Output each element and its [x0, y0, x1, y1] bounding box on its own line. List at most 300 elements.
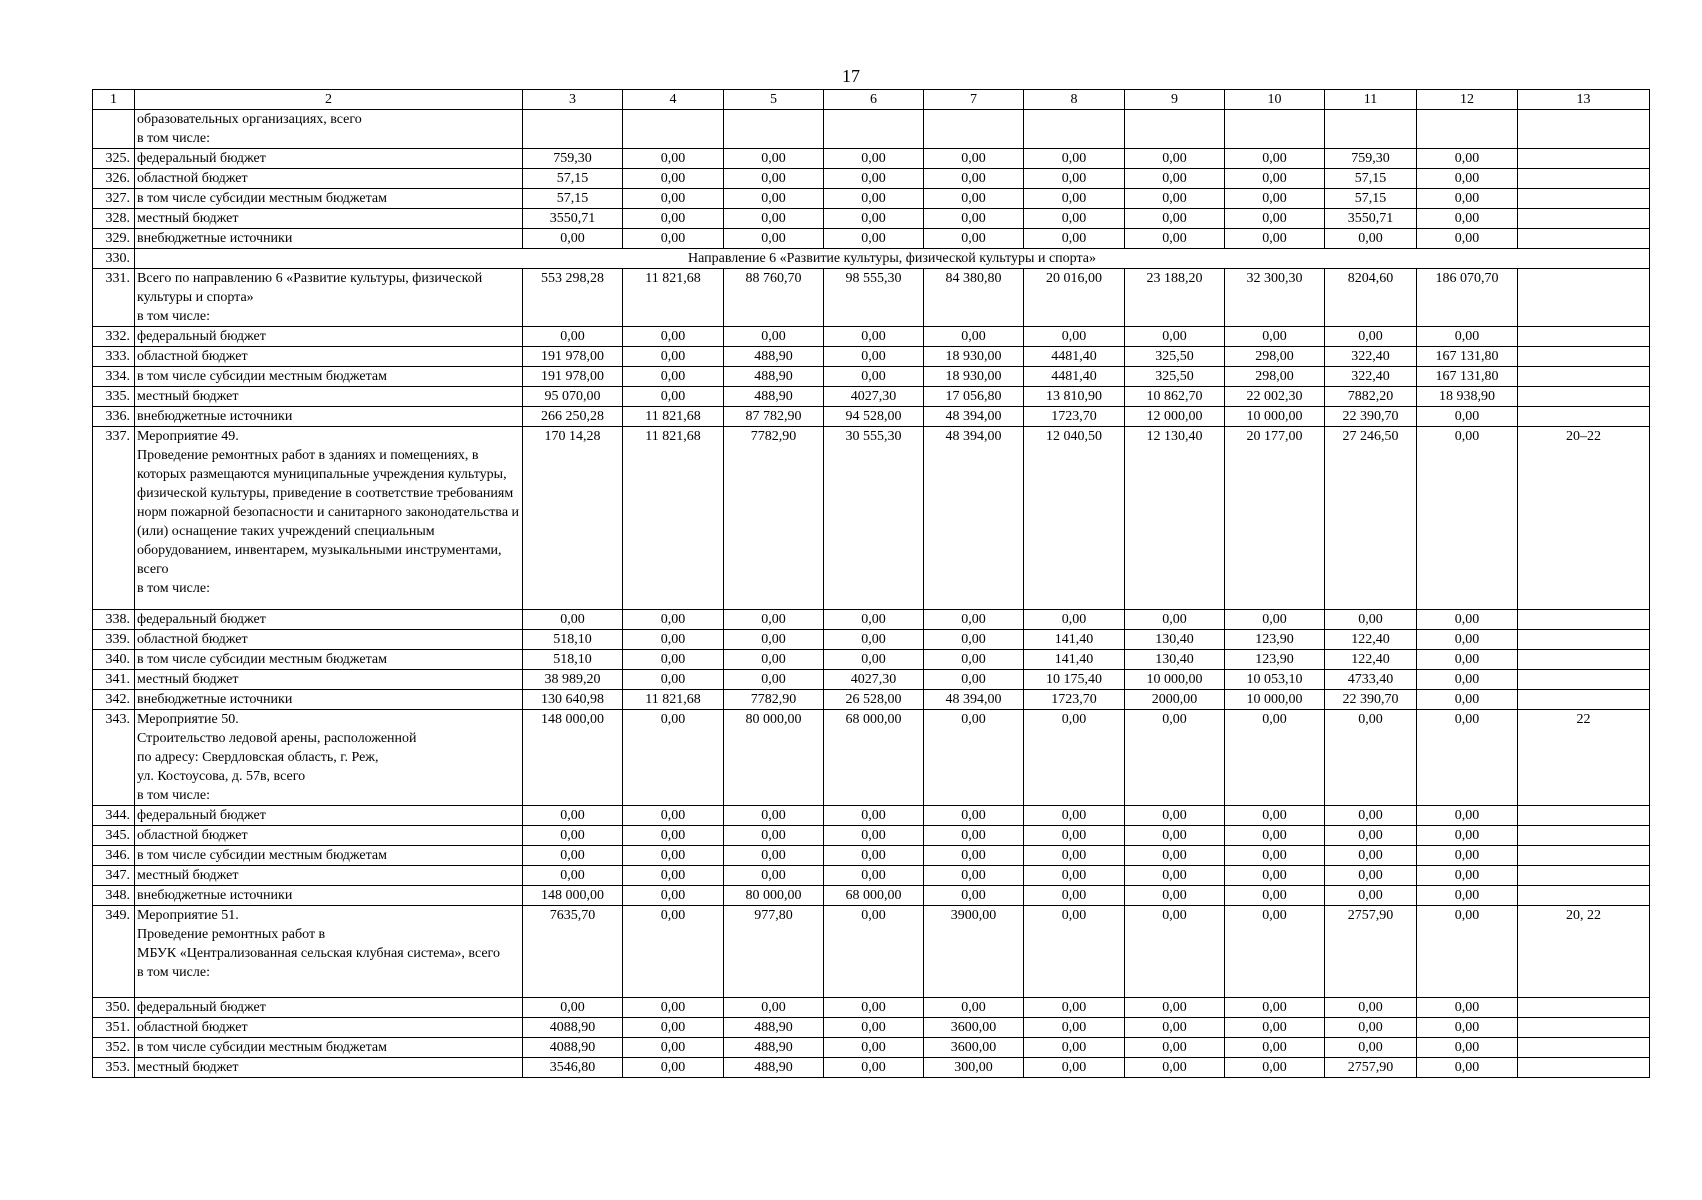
value-cell-col-12: 0,00 [1417, 670, 1518, 690]
target-cell [1518, 269, 1650, 327]
target-cell [1518, 229, 1650, 249]
value-cell-col-5: 0,00 [724, 229, 824, 249]
value-cell-col-8 [1024, 110, 1125, 149]
value-cell-col-9: 0,00 [1125, 610, 1225, 630]
value-cell-col-5: 488,90 [724, 1018, 824, 1038]
row-number: 328. [93, 209, 135, 229]
value-cell-col-4: 11 821,68 [623, 690, 724, 710]
table-row [93, 149, 1650, 169]
table-body [93, 90, 1650, 1078]
column-header-8: 8 [1024, 90, 1125, 110]
value-cell-col-8: 0,00 [1024, 149, 1125, 169]
value-cell-col-4: 0,00 [623, 906, 724, 998]
value-cell-col-7: 17 056,80 [924, 387, 1024, 407]
value-cell-col-10: 0,00 [1225, 189, 1325, 209]
value-cell-col-8: 0,00 [1024, 169, 1125, 189]
row-name: местный бюджет [135, 1058, 523, 1078]
column-header-12: 12 [1417, 90, 1518, 110]
value-cell-col-7: 84 380,80 [924, 269, 1024, 327]
value-cell-col-8: 0,00 [1024, 886, 1125, 906]
row-number: 337. [93, 427, 135, 610]
value-cell-col-7: 0,00 [924, 650, 1024, 670]
value-cell-col-5: 0,00 [724, 670, 824, 690]
value-cell-col-10: 0,00 [1225, 149, 1325, 169]
row-name: Мероприятие 50. Строительство ледовой арены, расположенной по адресу: Свердловская область, г. Реж, ул. Костоусова, д. 57в, всего в том числе: [135, 710, 523, 806]
value-cell-col-4: 0,00 [623, 387, 724, 407]
value-cell-col-9: 0,00 [1125, 806, 1225, 826]
target-cell [1518, 387, 1650, 407]
value-cell-col-3: 518,10 [523, 630, 623, 650]
column-header-2: 2 [135, 90, 523, 110]
value-cell-col-4: 0,00 [623, 209, 724, 229]
value-cell-col-9: 0,00 [1125, 1038, 1225, 1058]
value-cell-col-11: 122,40 [1325, 650, 1417, 670]
table-row [93, 427, 1650, 610]
row-name: в том числе субсидии местным бюджетам [135, 189, 523, 209]
value-cell-col-9: 2000,00 [1125, 690, 1225, 710]
value-cell-col-9: 0,00 [1125, 229, 1225, 249]
row-name: областной бюджет [135, 169, 523, 189]
value-cell-col-5: 80 000,00 [724, 886, 824, 906]
value-cell-col-8: 1723,70 [1024, 690, 1125, 710]
value-cell-col-12: 0,00 [1417, 846, 1518, 866]
value-cell-col-12: 167 131,80 [1417, 347, 1518, 367]
value-cell-col-9: 0,00 [1125, 169, 1225, 189]
row-number: 343. [93, 710, 135, 806]
row-number: 347. [93, 866, 135, 886]
target-cell [1518, 610, 1650, 630]
value-cell-col-5: 87 782,90 [724, 407, 824, 427]
table-row [93, 169, 1650, 189]
value-cell-col-4: 0,00 [623, 630, 724, 650]
value-cell-col-12: 0,00 [1417, 610, 1518, 630]
row-name: в том числе субсидии местным бюджетам [135, 367, 523, 387]
row-name: федеральный бюджет [135, 149, 523, 169]
value-cell-col-4: 0,00 [623, 670, 724, 690]
value-cell-col-6: 30 555,30 [824, 427, 924, 610]
value-cell-col-5: 7782,90 [724, 690, 824, 710]
value-cell-col-5: 488,90 [724, 1038, 824, 1058]
value-cell-col-4: 0,00 [623, 610, 724, 630]
row-name: областной бюджет [135, 630, 523, 650]
budget-table [92, 89, 1650, 1078]
target-cell [1518, 1058, 1650, 1078]
value-cell-col-11: 0,00 [1325, 610, 1417, 630]
value-cell-col-9: 130,40 [1125, 630, 1225, 650]
target-cell [1518, 1018, 1650, 1038]
value-cell-col-4: 0,00 [623, 998, 724, 1018]
value-cell-col-11: 57,15 [1325, 169, 1417, 189]
value-cell-col-10: 298,00 [1225, 367, 1325, 387]
value-cell-col-3 [523, 110, 623, 149]
row-number: 344. [93, 806, 135, 826]
row-name: внебюджетные источники [135, 886, 523, 906]
value-cell-col-11: 759,30 [1325, 149, 1417, 169]
value-cell-col-10: 22 002,30 [1225, 387, 1325, 407]
value-cell-col-6: 0,00 [824, 906, 924, 998]
value-cell-col-5: 0,00 [724, 650, 824, 670]
value-cell-col-6: 4027,30 [824, 387, 924, 407]
value-cell-col-7: 0,00 [924, 846, 1024, 866]
page-number: 17 [842, 66, 860, 86]
row-number: 348. [93, 886, 135, 906]
value-cell-col-6 [824, 110, 924, 149]
row-name: внебюджетные источники [135, 690, 523, 710]
value-cell-col-9: 325,50 [1125, 367, 1225, 387]
value-cell-col-6: 0,00 [824, 1018, 924, 1038]
row-number: 353. [93, 1058, 135, 1078]
value-cell-col-5: 0,00 [724, 630, 824, 650]
value-cell-col-5: 0,00 [724, 209, 824, 229]
value-cell-col-8: 0,00 [1024, 906, 1125, 998]
table-row [93, 670, 1650, 690]
value-cell-col-3: 148 000,00 [523, 710, 623, 806]
value-cell-col-6: 0,00 [824, 998, 924, 1018]
value-cell-col-8: 4481,40 [1024, 367, 1125, 387]
value-cell-col-8: 0,00 [1024, 866, 1125, 886]
value-cell-col-7: 48 394,00 [924, 407, 1024, 427]
value-cell-col-7: 3900,00 [924, 906, 1024, 998]
value-cell-col-9: 23 188,20 [1125, 269, 1225, 327]
value-cell-col-5: 0,00 [724, 866, 824, 886]
value-cell-col-3: 95 070,00 [523, 387, 623, 407]
value-cell-col-3: 0,00 [523, 846, 623, 866]
value-cell-col-11: 322,40 [1325, 347, 1417, 367]
target-cell [1518, 690, 1650, 710]
value-cell-col-5 [724, 110, 824, 149]
value-cell-col-5: 0,00 [724, 806, 824, 826]
value-cell-col-4: 0,00 [623, 229, 724, 249]
value-cell-col-7: 18 930,00 [924, 367, 1024, 387]
value-cell-col-8: 10 175,40 [1024, 670, 1125, 690]
row-number: 336. [93, 407, 135, 427]
value-cell-col-6: 0,00 [824, 806, 924, 826]
value-cell-col-7: 48 394,00 [924, 690, 1024, 710]
value-cell-col-4: 0,00 [623, 866, 724, 886]
value-cell-col-3: 0,00 [523, 327, 623, 347]
row-number: 352. [93, 1038, 135, 1058]
row-number: 345. [93, 826, 135, 846]
row-number: 342. [93, 690, 135, 710]
value-cell-col-7: 0,00 [924, 710, 1024, 806]
target-cell [1518, 630, 1650, 650]
value-cell-col-12: 0,00 [1417, 189, 1518, 209]
value-cell-col-12: 167 131,80 [1417, 367, 1518, 387]
value-cell-col-6: 0,00 [824, 209, 924, 229]
value-cell-col-4: 0,00 [623, 846, 724, 866]
value-cell-col-10: 0,00 [1225, 886, 1325, 906]
value-cell-col-7: 48 394,00 [924, 427, 1024, 610]
value-cell-col-10: 0,00 [1225, 806, 1325, 826]
value-cell-col-10: 0,00 [1225, 710, 1325, 806]
row-name: местный бюджет [135, 209, 523, 229]
value-cell-col-3: 3546,80 [523, 1058, 623, 1078]
row-number: 326. [93, 169, 135, 189]
value-cell-col-12: 0,00 [1417, 1058, 1518, 1078]
value-cell-col-7: 0,00 [924, 886, 1024, 906]
value-cell-col-3: 0,00 [523, 806, 623, 826]
target-cell [1518, 149, 1650, 169]
value-cell-col-4: 0,00 [623, 149, 724, 169]
value-cell-col-4: 0,00 [623, 826, 724, 846]
value-cell-col-7 [924, 110, 1024, 149]
value-cell-col-9: 10 862,70 [1125, 387, 1225, 407]
value-cell-col-9: 0,00 [1125, 189, 1225, 209]
value-cell-col-9: 0,00 [1125, 1058, 1225, 1078]
value-cell-col-10: 0,00 [1225, 169, 1325, 189]
value-cell-col-10: 0,00 [1225, 229, 1325, 249]
value-cell-col-7: 0,00 [924, 209, 1024, 229]
row-name: Мероприятие 51. Проведение ремонтных работ в МБУК «Централизованная сельская клубная система», всего в том числе: [135, 906, 523, 998]
row-name: федеральный бюджет [135, 998, 523, 1018]
column-header-7: 7 [924, 90, 1024, 110]
value-cell-col-8: 0,00 [1024, 189, 1125, 209]
value-cell-col-10: 0,00 [1225, 906, 1325, 998]
value-cell-col-6: 94 528,00 [824, 407, 924, 427]
value-cell-col-10: 0,00 [1225, 1018, 1325, 1038]
value-cell-col-11: 0,00 [1325, 886, 1417, 906]
value-cell-col-12: 0,00 [1417, 1018, 1518, 1038]
row-name: федеральный бюджет [135, 327, 523, 347]
value-cell-col-9: 325,50 [1125, 347, 1225, 367]
value-cell-col-3: 0,00 [523, 998, 623, 1018]
target-cell [1518, 866, 1650, 886]
table-row [93, 1018, 1650, 1038]
column-header-13: 13 [1518, 90, 1650, 110]
target-cell [1518, 189, 1650, 209]
value-cell-col-6: 0,00 [824, 866, 924, 886]
table-row [93, 1038, 1650, 1058]
value-cell-col-10: 0,00 [1225, 866, 1325, 886]
value-cell-col-7: 0,00 [924, 826, 1024, 846]
value-cell-col-5: 80 000,00 [724, 710, 824, 806]
value-cell-col-9: 0,00 [1125, 866, 1225, 886]
row-name: Всего по направлению 6 «Развитие культуры, физической культуры и спорта» в том числе: [135, 269, 523, 327]
value-cell-col-11: 0,00 [1325, 1018, 1417, 1038]
value-cell-col-7: 0,00 [924, 327, 1024, 347]
value-cell-col-10: 0,00 [1225, 846, 1325, 866]
value-cell-col-5: 0,00 [724, 998, 824, 1018]
value-cell-col-7: 3600,00 [924, 1038, 1024, 1058]
value-cell-col-8: 0,00 [1024, 327, 1125, 347]
value-cell-col-5: 488,90 [724, 1058, 824, 1078]
value-cell-col-7: 0,00 [924, 610, 1024, 630]
value-cell-col-12: 0,00 [1417, 1038, 1518, 1058]
value-cell-col-6: 0,00 [824, 189, 924, 209]
value-cell-col-6: 0,00 [824, 650, 924, 670]
value-cell-col-8: 0,00 [1024, 846, 1125, 866]
value-cell-col-12: 0,00 [1417, 427, 1518, 610]
row-name: местный бюджет [135, 866, 523, 886]
row-number: 330. [93, 249, 135, 269]
row-number: 338. [93, 610, 135, 630]
value-cell-col-11: 0,00 [1325, 826, 1417, 846]
value-cell-col-10: 20 177,00 [1225, 427, 1325, 610]
column-header-10: 10 [1225, 90, 1325, 110]
value-cell-col-11: 0,00 [1325, 710, 1417, 806]
table-row [93, 610, 1650, 630]
value-cell-col-10 [1225, 110, 1325, 149]
value-cell-col-11: 3550,71 [1325, 209, 1417, 229]
column-header-1: 1 [93, 90, 135, 110]
value-cell-col-8: 4481,40 [1024, 347, 1125, 367]
value-cell-col-6: 0,00 [824, 610, 924, 630]
row-number: 349. [93, 906, 135, 998]
value-cell-col-3: 148 000,00 [523, 886, 623, 906]
table-row [93, 387, 1650, 407]
value-cell-col-7: 0,00 [924, 149, 1024, 169]
value-cell-col-6: 0,00 [824, 347, 924, 367]
value-cell-col-4: 0,00 [623, 710, 724, 806]
value-cell-col-12: 0,00 [1417, 806, 1518, 826]
row-number: 339. [93, 630, 135, 650]
value-cell-col-3: 191 978,00 [523, 367, 623, 387]
value-cell-col-11: 2757,90 [1325, 906, 1417, 998]
value-cell-col-3: 0,00 [523, 866, 623, 886]
value-cell-col-11: 0,00 [1325, 866, 1417, 886]
value-cell-col-6: 0,00 [824, 630, 924, 650]
value-cell-col-9: 0,00 [1125, 826, 1225, 846]
value-cell-col-3: 170 14,28 [523, 427, 623, 610]
value-cell-col-9: 0,00 [1125, 886, 1225, 906]
value-cell-col-11: 2757,90 [1325, 1058, 1417, 1078]
value-cell-col-5: 0,00 [724, 189, 824, 209]
value-cell-col-12: 0,00 [1417, 710, 1518, 806]
table-row [93, 650, 1650, 670]
value-cell-col-3: 4088,90 [523, 1018, 623, 1038]
row-number: 327. [93, 189, 135, 209]
value-cell-col-9: 12 000,00 [1125, 407, 1225, 427]
target-cell [1518, 826, 1650, 846]
value-cell-col-4: 0,00 [623, 886, 724, 906]
value-cell-col-3: 759,30 [523, 149, 623, 169]
table-row [93, 209, 1650, 229]
value-cell-col-4: 0,00 [623, 169, 724, 189]
value-cell-col-6: 0,00 [824, 846, 924, 866]
value-cell-col-12: 0,00 [1417, 886, 1518, 906]
row-name: в том числе субсидии местным бюджетам [135, 846, 523, 866]
value-cell-col-7: 3600,00 [924, 1018, 1024, 1038]
value-cell-col-3: 553 298,28 [523, 269, 623, 327]
table-row [93, 998, 1650, 1018]
value-cell-col-11: 0,00 [1325, 327, 1417, 347]
value-cell-col-4: 0,00 [623, 189, 724, 209]
value-cell-col-11: 22 390,70 [1325, 690, 1417, 710]
table-row [93, 826, 1650, 846]
value-cell-col-12: 0,00 [1417, 906, 1518, 998]
value-cell-col-6: 0,00 [824, 1058, 924, 1078]
row-number: 340. [93, 650, 135, 670]
value-cell-col-12: 0,00 [1417, 630, 1518, 650]
value-cell-col-10: 0,00 [1225, 209, 1325, 229]
row-name: в том числе субсидии местным бюджетам [135, 1038, 523, 1058]
target-cell [1518, 806, 1650, 826]
value-cell-col-11: 22 390,70 [1325, 407, 1417, 427]
value-cell-col-7: 0,00 [924, 630, 1024, 650]
value-cell-col-6: 0,00 [824, 1038, 924, 1058]
row-number: 350. [93, 998, 135, 1018]
row-name: областной бюджет [135, 826, 523, 846]
value-cell-col-8: 0,00 [1024, 610, 1125, 630]
value-cell-col-11: 4733,40 [1325, 670, 1417, 690]
row-name: образовательных организациях, всего в том числе: [135, 110, 523, 149]
value-cell-col-8: 0,00 [1024, 229, 1125, 249]
value-cell-col-9: 0,00 [1125, 710, 1225, 806]
row-name: областной бюджет [135, 1018, 523, 1038]
value-cell-col-5: 488,90 [724, 387, 824, 407]
row-name: местный бюджет [135, 670, 523, 690]
table-row [93, 866, 1650, 886]
target-cell [1518, 670, 1650, 690]
value-cell-col-10: 0,00 [1225, 610, 1325, 630]
value-cell-col-8: 13 810,90 [1024, 387, 1125, 407]
column-header-4: 4 [623, 90, 724, 110]
value-cell-col-12: 0,00 [1417, 826, 1518, 846]
table-row [93, 189, 1650, 209]
value-cell-col-8: 12 040,50 [1024, 427, 1125, 610]
value-cell-col-4: 0,00 [623, 1038, 724, 1058]
row-name: федеральный бюджет [135, 610, 523, 630]
value-cell-col-10: 10 000,00 [1225, 690, 1325, 710]
row-name: Мероприятие 49. Проведение ремонтных работ в зданиях и помещениях, в которых размещаются муниципальные учреждения культуры, физической культуры, приведение в соответствие требованиям норм пожарной безопасности и санитарного законодательства и (или) оснащение таких учреждений специальным оборудованием, инвентарем, музыкальными инструментами, всего в том числе: [135, 427, 523, 610]
row-name: в том числе субсидии местным бюджетам [135, 650, 523, 670]
row-name: внебюджетные источники [135, 407, 523, 427]
value-cell-col-6: 0,00 [824, 327, 924, 347]
table-row [93, 367, 1650, 387]
row-number: 335. [93, 387, 135, 407]
value-cell-col-11 [1325, 110, 1417, 149]
value-cell-col-8: 0,00 [1024, 1058, 1125, 1078]
value-cell-col-11: 0,00 [1325, 846, 1417, 866]
target-cell [1518, 1038, 1650, 1058]
value-cell-col-9: 12 130,40 [1125, 427, 1225, 610]
column-header-3: 3 [523, 90, 623, 110]
value-cell-col-7: 0,00 [924, 169, 1024, 189]
value-cell-col-9: 0,00 [1125, 209, 1225, 229]
value-cell-col-5: 0,00 [724, 826, 824, 846]
value-cell-col-7: 0,00 [924, 866, 1024, 886]
value-cell-col-10: 0,00 [1225, 998, 1325, 1018]
value-cell-col-10: 10 000,00 [1225, 407, 1325, 427]
value-cell-col-11: 27 246,50 [1325, 427, 1417, 610]
value-cell-col-7: 0,00 [924, 998, 1024, 1018]
target-cell: 22 [1518, 710, 1650, 806]
value-cell-col-4: 0,00 [623, 347, 724, 367]
table-row [93, 327, 1650, 347]
value-cell-col-3: 0,00 [523, 826, 623, 846]
value-cell-col-9: 0,00 [1125, 1018, 1225, 1038]
value-cell-col-6: 26 528,00 [824, 690, 924, 710]
value-cell-col-3: 57,15 [523, 169, 623, 189]
value-cell-col-10: 123,90 [1225, 630, 1325, 650]
value-cell-col-9: 0,00 [1125, 846, 1225, 866]
target-cell: 20, 22 [1518, 906, 1650, 998]
target-cell [1518, 998, 1650, 1018]
value-cell-col-3: 0,00 [523, 229, 623, 249]
value-cell-col-12: 186 070,70 [1417, 269, 1518, 327]
value-cell-col-6: 68 000,00 [824, 710, 924, 806]
value-cell-col-12: 0,00 [1417, 209, 1518, 229]
value-cell-col-3: 518,10 [523, 650, 623, 670]
header-row [93, 90, 1650, 110]
value-cell-col-10: 0,00 [1225, 327, 1325, 347]
value-cell-col-10: 10 053,10 [1225, 670, 1325, 690]
target-cell: 20–22 [1518, 427, 1650, 610]
value-cell-col-12: 0,00 [1417, 998, 1518, 1018]
value-cell-col-12: 0,00 [1417, 650, 1518, 670]
value-cell-col-5: 0,00 [724, 169, 824, 189]
value-cell-col-7: 0,00 [924, 806, 1024, 826]
